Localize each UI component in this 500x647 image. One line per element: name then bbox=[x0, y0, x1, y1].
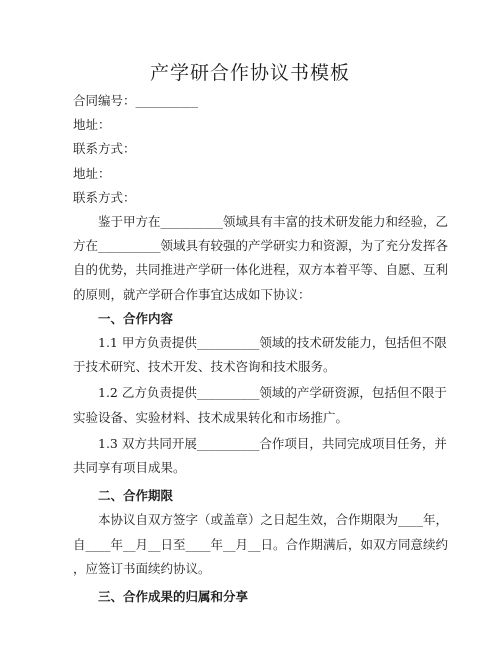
clause-line: 1.1 甲方负责提供__________领域的技术研发能力，包括但不限 bbox=[98, 335, 447, 351]
document-title: 产学研合作协议书模板 bbox=[149, 62, 350, 84]
clause-1-2 bbox=[73, 381, 447, 429]
clause-line: 于技术研究、技术开发、技术咨询和技术服务。 bbox=[73, 359, 336, 375]
intro-line: 方在__________领域具有较强的产学研实力和资源，为了充分发挥各 bbox=[73, 238, 449, 254]
clause-line: 1.2 乙方负责提供__________领域的产学研资源，包括但不限于 bbox=[98, 385, 447, 401]
intro-paragraph bbox=[73, 210, 449, 307]
period-line: 自____年__月__日至____年__月__日。合作期满后，如双方同意续约 bbox=[73, 536, 449, 552]
intro-line: 自的优势，共同推进产学研一体化进程，双方本着平等、自愿、互利 bbox=[73, 262, 449, 278]
party-a-contact-field: 联系方式： bbox=[73, 141, 136, 157]
section-heading-cooperation-content: 一、合作内容 bbox=[98, 310, 174, 326]
section-heading-results-ownership: 三、合作成果的归属和分享 bbox=[98, 589, 249, 605]
intro-line: 的原则，就产学研合作事宜达成如下协议： bbox=[73, 286, 311, 302]
clause-line: 实验设备、实验材料、技术成果转化和市场推广。 bbox=[73, 409, 349, 425]
clause-line: 共同享有项目成果。 bbox=[73, 460, 186, 476]
clause-1-1 bbox=[73, 331, 447, 379]
party-b-contact-field: 联系方式： bbox=[73, 189, 136, 205]
period-line: 本协议自双方签字（或盖章）之日起生效，合作期限为____年， bbox=[98, 512, 449, 528]
party-a-address-field: 地址： bbox=[73, 117, 111, 133]
period-line: ，应签订书面续约协议。 bbox=[73, 560, 211, 576]
intro-line: 鉴于甲方在__________领域具有丰富的技术研发能力和经验，乙 bbox=[98, 214, 449, 230]
clause-line: 1.3 双方共同开展__________合作项目，共同完成项目任务，并 bbox=[98, 435, 447, 451]
party-b-address-field: 地址： bbox=[73, 165, 111, 181]
period-paragraph bbox=[73, 508, 449, 581]
contract-number-field: 合同编号：__________ bbox=[73, 93, 199, 108]
clause-1-3 bbox=[73, 432, 447, 480]
document-body bbox=[73, 89, 449, 609]
section-heading-cooperation-period: 二、合作期限 bbox=[98, 488, 174, 504]
